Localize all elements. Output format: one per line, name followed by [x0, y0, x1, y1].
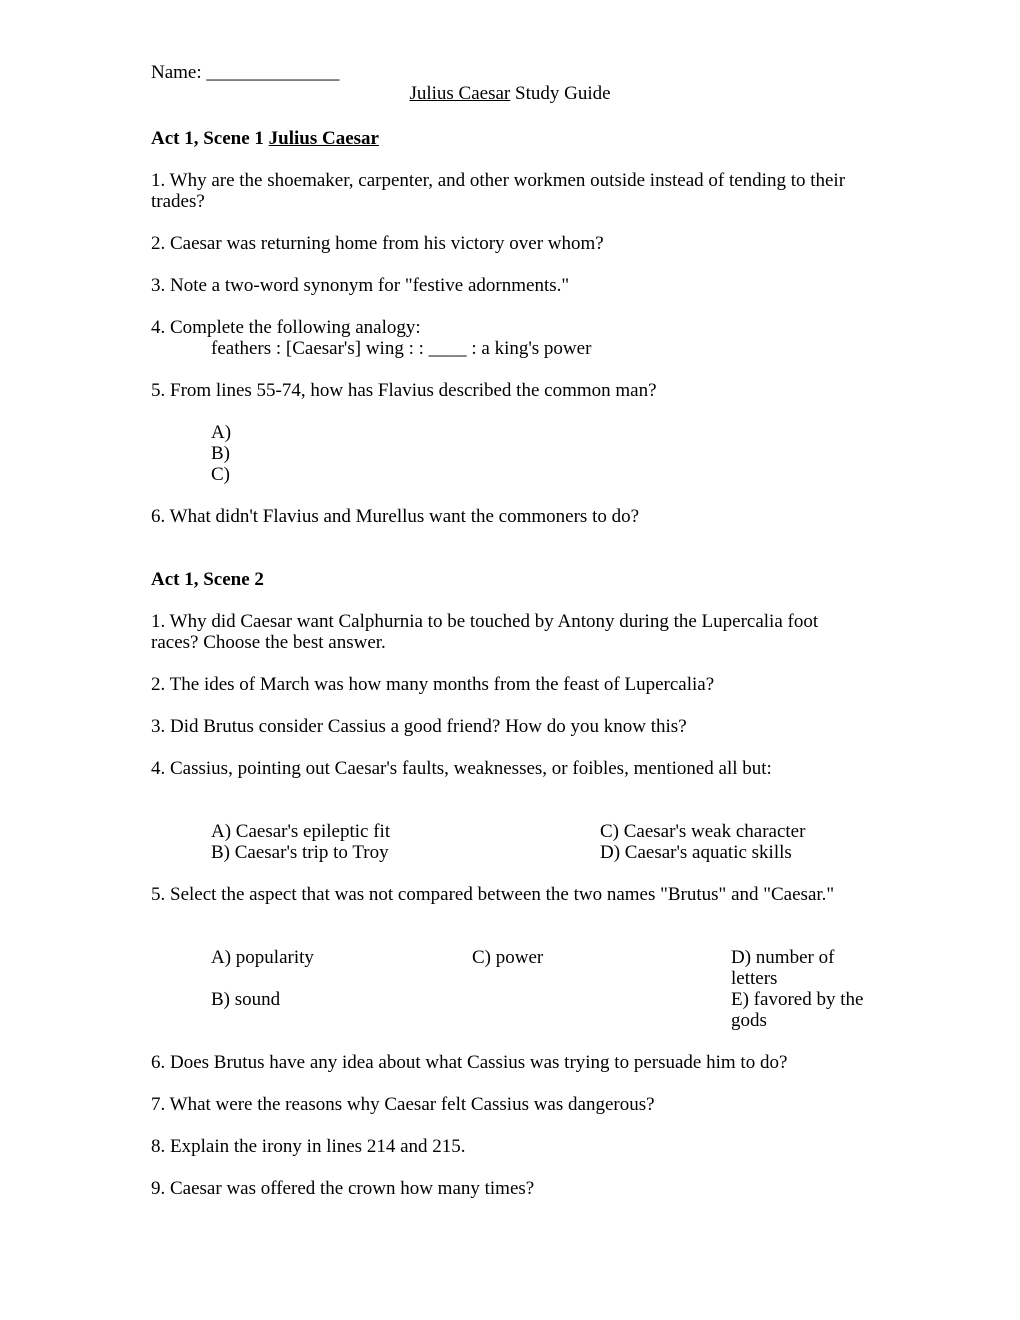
option-e: E) favored by the gods	[731, 989, 864, 1031]
question-2-1: 1. Why did Caesar want Calphurnia to be touched by Antony during the Lupercalia foot races? Choose the best answer.	[151, 611, 819, 653]
name-blank-field[interactable]: ______________	[206, 62, 340, 83]
question-2-5-options	[151, 947, 869, 1031]
section-heading-act1-scene2: Act 1, Scene 2	[151, 569, 264, 590]
question-1-5-answer-lines	[151, 422, 869, 485]
question-2-4: 4. Cassius, pointing out Caesar's faults, weaknesses, or foibles, mentioned all but:	[151, 758, 772, 779]
option-b: B) sound	[211, 989, 281, 1010]
question-2-7: 7. What were the reasons why Caesar felt Cassius was dangerous?	[151, 1094, 655, 1115]
question-2-9: 9. Caesar was offered the crown how many times?	[151, 1178, 535, 1199]
document-title	[151, 83, 869, 104]
option-spacer	[472, 989, 731, 1031]
option-a: A) popularity	[211, 947, 314, 968]
heading-play-title: Julius Caesar	[268, 128, 379, 149]
question-2-6: 6. Does Brutus have any idea about what Cassius was trying to persuade him to do?	[151, 1052, 788, 1073]
question-2-2: 2. The ides of March was how many months from the feast of Lupercalia?	[151, 674, 715, 695]
option-d: D) Caesar's aquatic skills	[600, 842, 792, 863]
question-1-3: 3. Note a two-word synonym for "festive adornments."	[151, 275, 570, 296]
question-1-4-text: 4. Complete the following analogy:	[151, 317, 421, 338]
answer-line-c: C)	[211, 464, 230, 485]
question-1-2: 2. Caesar was returning home from his victory over whom?	[151, 233, 604, 254]
question-1-4	[151, 317, 869, 359]
title-underlined-text: Julius Caesar	[409, 83, 511, 104]
question-2-8: 8. Explain the irony in lines 214 and 215.	[151, 1136, 466, 1157]
answer-line-a: A)	[211, 422, 232, 443]
question-1-4-analogy: feathers : [Caesar's] wing : : ____ : a king's power	[211, 338, 592, 359]
question-1-5: 5. From lines 55-74, how has Flavius described the common man?	[151, 380, 657, 401]
question-1-1: 1. Why are the shoemaker, carpenter, and other workmen outside instead of tending to their trades?	[151, 170, 846, 212]
name-line	[151, 62, 869, 83]
question-1-6: 6. What didn't Flavius and Murellus want the commoners to do?	[151, 506, 640, 527]
option-d: D) number of letters	[731, 947, 835, 989]
option-c: C) power	[472, 947, 544, 968]
option-b: B) Caesar's trip to Troy	[211, 842, 389, 863]
option-c: C) Caesar's weak character	[600, 821, 806, 842]
question-2-5: 5. Select the aspect that was not compared between the two names "Brutus" and "Caesar."	[151, 884, 835, 905]
section-heading-act1-scene1	[151, 128, 869, 149]
title-rest-text: Study Guide	[510, 83, 611, 104]
question-2-4-options	[151, 821, 869, 863]
question-2-3: 3. Did Brutus consider Cassius a good friend? How do you know this?	[151, 716, 687, 737]
heading-scene-label: Act 1, Scene 1	[151, 128, 269, 149]
answer-line-b: B)	[211, 443, 230, 464]
option-a: A) Caesar's epileptic fit	[211, 821, 391, 842]
name-label: Name:	[151, 62, 207, 83]
